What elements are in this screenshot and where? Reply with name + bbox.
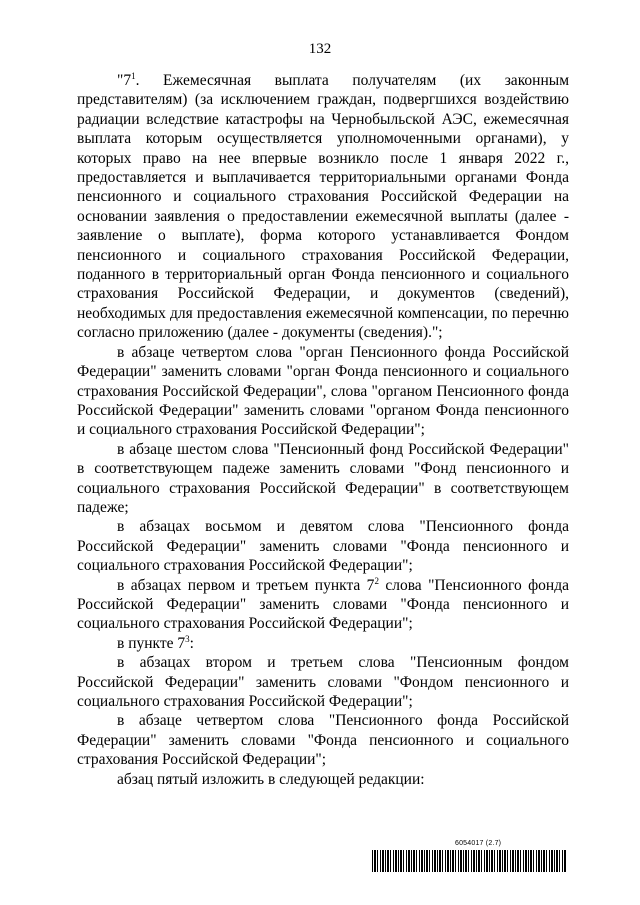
document-code: 6054017 (2.7) (455, 840, 502, 847)
paragraph-5 (77, 576, 569, 634)
paragraph-2 (77, 343, 569, 440)
paragraph-4 (77, 517, 569, 575)
paragraph-4-text: в абзацах восьмом и девятом слова "Пенсионного фонда Российской Федерации" заменить словами "Фонда пенсионного и социального страхования Российской Федерации"; (77, 518, 569, 575)
paragraph-5-text-start: в абзацах первом и третьем пункта 7 (117, 576, 375, 594)
paragraph-6-superscript: 3 (185, 633, 190, 644)
paragraph-6 (77, 634, 569, 653)
paragraph-6-text-end: : (189, 634, 194, 652)
paragraph-1 (77, 71, 569, 343)
paragraph-8-text: в абзаце четвертом слова "Пенсионного фонда Российской Федерации" заменить словами "Фонда пенсионного и социального страхования Российской Федерации"; (77, 712, 569, 769)
paragraph-7 (77, 653, 569, 711)
paragraph-1-text-end: . Ежемесячная выплата получателям (их законным представителям) (за исключением граждан, подвергшихся воздействию радиации вследствие катастрофы на Чернобыльской АЭС, ежемесячная выплата которым осуществляется уполномоченными органами), у которых право на нее впервые возникло после 1 января 2022 г., предоставляется и выплачивается территориальными органами Фонда пенсионного и социального страхования Российской Федерации на основании заявления о предоставлении ежемесячной выплаты (далее - заявление о выплате), форма которого устанавливается Фондом пенсионного и социального страхования Российской Федерации, поданного в территориальный орган Фонда пенсионного и социального страхования Российской Федерации, и документов (сведений), необходимых для предоставления ежемесячной компенсации, по перечню согласно приложению (далее - документы (сведения)."; (77, 72, 569, 342)
page-number: 132 (308, 41, 332, 57)
body-text (77, 71, 569, 789)
paragraph-5-text-end: слова "Пенсионного фонда Российской Федерации" заменить словами "Фонда пенсионного и социального страхования Российской Федерации"; (77, 576, 569, 633)
paragraph-2-text: в абзаце четвертом слова "орган Пенсионного фонда Российской Федерации" заменить словами "орган Фонда пенсионного и социального страхования Российской Федерации", слова "органом Пенсионного фонда Российской Федерации" заменить словами "органом Фонда пенсионного и социального страхования Российской Федерации"; (77, 343, 569, 439)
paragraph-7-text: в абзацах втором и третьем слова "Пенсионным фондом Российской Федерации" заменить словами "Фондом пенсионного и социального страхования Российской Федерации"; (77, 654, 569, 710)
paragraph-9 (77, 770, 569, 789)
paragraph-1-text-start: "7 (117, 72, 132, 89)
paragraph-6-text-start: в пункте 7 (117, 634, 186, 652)
paragraph-8 (77, 711, 569, 769)
paragraph-5-superscript: 2 (374, 575, 379, 586)
barcode (372, 850, 566, 872)
paragraph-3-text: в абзаце шестом слова "Пенсионный фонд Российской Федерации" в соответствующем падеже заменить словами "Фонд пенсионного и социального страхования Российской Федерации" в соответствующем падеже; (77, 440, 569, 516)
paragraph-9-text: абзац пятый изложить в следующей редакции: (117, 770, 425, 788)
paragraph-3 (77, 440, 569, 518)
paragraph-1-superscript: 1 (131, 70, 136, 81)
